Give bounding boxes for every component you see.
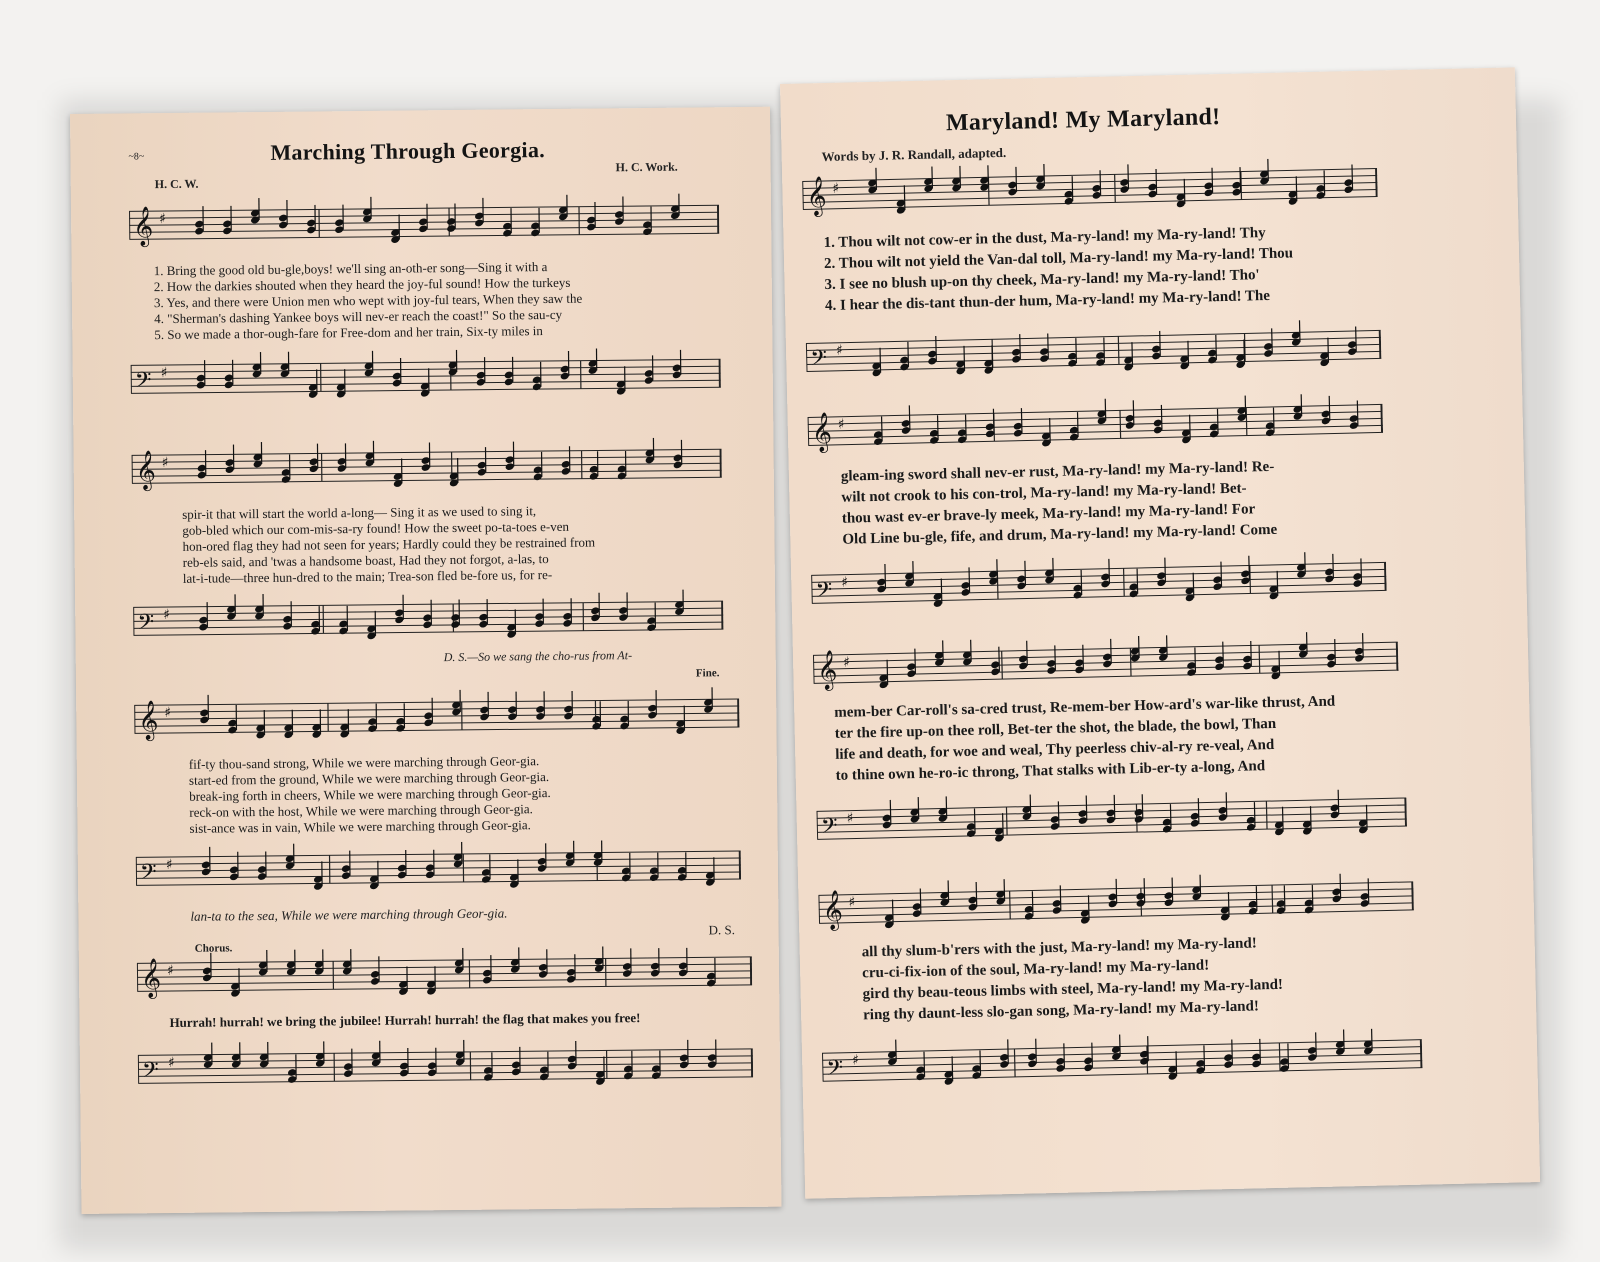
svg-text:♯: ♯	[164, 704, 172, 722]
music-staff-bass	[133, 589, 724, 651]
verse-line: ring thy daunt-less slo-gan song, Ma-ry-land! my Ma-ry-land!	[862, 998, 1260, 1024]
svg-text:♯: ♯	[159, 211, 166, 228]
chorus-label: Chorus.	[194, 942, 233, 955]
svg-text:♯: ♯	[160, 364, 168, 382]
chorus-text: Hurrah! hurrah! we bring the jubilee! Hurrah! hurrah! the flag that makes you free!	[169, 1010, 641, 1031]
svg-text:𝄢: 𝄢	[134, 368, 152, 399]
svg-text:𝄞: 𝄞	[806, 175, 828, 217]
verse-line: 1. Thou wilt not cow-er in the dust, Ma-ry-land! my Ma-ry-land! Thy	[823, 225, 1266, 252]
lyricist-credit: H. C. W.	[154, 176, 199, 192]
svg-text:♯: ♯	[841, 574, 849, 591]
words-credit: Words by J. R. Randall, adapted.	[821, 144, 1007, 165]
verse-block-3	[189, 753, 551, 837]
svg-text:𝄞: 𝄞	[822, 889, 844, 931]
composer-credit: H. C. Work.	[615, 159, 678, 175]
svg-text:♯: ♯	[842, 654, 851, 671]
svg-text:𝄞: 𝄞	[811, 411, 833, 453]
music-staff-bass	[138, 1037, 754, 1099]
verse-line: 4. I hear the dis-tant thun-der hum, Ma-ry-land! my Ma-ry-land! The	[824, 287, 1271, 315]
verse-line: life and death, for woe and weal, Thy peerless chiv-al-ry re-veal, And	[835, 736, 1275, 763]
left-page	[70, 107, 781, 1214]
svg-text:♯: ♯	[832, 180, 840, 197]
verse-block-1	[823, 222, 1294, 317]
verse-block-4	[861, 933, 1283, 1027]
svg-text:𝄢: 𝄢	[809, 346, 828, 377]
svg-text:𝄢: 𝄢	[820, 813, 838, 845]
music-staff-treble	[818, 870, 1414, 939]
music-staff-bass	[811, 550, 1387, 619]
verse-line: ter the fire up-on thee roll, Bet-ter the shot, the blade, the bowl, Than	[834, 715, 1277, 742]
verse-line: 3. Yes, and there were Union men who wept with joy-ful tears, When they saw the	[153, 290, 583, 311]
music-staff-treble	[802, 156, 1378, 225]
svg-text:𝄢: 𝄢	[826, 1055, 844, 1087]
song-title-georgia: Marching Through Georgia.	[270, 137, 546, 165]
svg-text:♯: ♯	[161, 454, 169, 472]
svg-text:𝄞: 𝄞	[816, 649, 838, 691]
verse-line: cru-ci-fix-ion of the soul, Ma-ry-land! my Ma-ry-land!	[862, 957, 1210, 982]
svg-text:𝄢: 𝄢	[137, 610, 155, 641]
verse-block-1	[154, 259, 583, 343]
verse-line: mem-ber Car-roll's sa-cred trust, Re-mem-ber How-ard's war-like thrust, And	[834, 693, 1336, 721]
verse-line: start-ed from the ground, While we were marching through Geor-gia.	[188, 769, 550, 788]
music-staff-treble	[813, 630, 1399, 699]
verse-line: reck-on with the host, While we were marching through Geor-gia.	[189, 801, 533, 820]
svg-text:𝄢: 𝄢	[815, 577, 833, 609]
verse-line: 4. "Sherman's dashing Yankee boys will nev-er reach the coast!" So the sau-cy	[154, 306, 563, 327]
music-staff-treble	[134, 687, 740, 749]
music-staff-treble	[137, 945, 753, 1007]
verse-line: gird thy beau-teous limbs with steel, Ma-ry-land! my Ma-ry-land!	[862, 976, 1284, 1003]
page-number: ~8~	[128, 151, 145, 163]
verse-line: 2. How the darkies shouted when they heard the joy-ful sound! How the turkeys	[153, 274, 571, 295]
svg-text:𝄞: 𝄞	[140, 958, 162, 999]
verse-line: 3. I see no blush up-on thy cheek, Ma-ry-land! my Ma-ry-land! Tho'	[824, 267, 1260, 294]
music-staff-bass	[822, 1028, 1423, 1098]
svg-text:𝄞: 𝄞	[138, 700, 159, 741]
music-staff-bass	[806, 318, 1382, 387]
verse-line: 2. Thou wilt not yield the Van-dal toll, Ma-ry-land! my Ma-ry-land! Thou	[823, 245, 1294, 273]
verse-line: hon-ored flag they had not seen for years; Hardly could they be restrained from	[182, 534, 596, 554]
music-staff-treble	[131, 437, 722, 499]
music-staff-treble	[807, 392, 1383, 461]
svg-text:♯: ♯	[848, 894, 856, 911]
verse-line: Old Line bu-gle, fife, and drum, Ma-ry-land! my Ma-ry-land! Come	[842, 521, 1278, 548]
svg-text:♯: ♯	[851, 1052, 860, 1069]
verse-line: 1. Bring the good old bu-gle,boys! we'll sing an-oth-er song—Sing it with a	[153, 259, 548, 279]
verse-block-2	[182, 503, 595, 587]
svg-text:𝄞: 𝄞	[135, 450, 157, 491]
svg-text:𝄢: 𝄢	[141, 1058, 159, 1089]
svg-text:𝄞: 𝄞	[132, 206, 154, 247]
music-staff-bass	[816, 786, 1407, 855]
svg-text:♯: ♯	[163, 606, 171, 624]
ds-note: D. S.—So we sang the cho-rus from At-	[443, 648, 633, 665]
right-page	[780, 67, 1540, 1198]
svg-text:♯: ♯	[837, 416, 845, 433]
music-staff-bass	[136, 839, 742, 901]
verse-line: sist-ance was in vain, While we were marching through Geor-gia.	[189, 817, 531, 836]
svg-text:𝄢: 𝄢	[139, 860, 157, 891]
verse-line: break-ing forth in cheers, While we were marching through Geor-gia.	[189, 785, 551, 804]
verse-line: lat-i-tude—three hun-dred to the main; Trea-son fled be-fore us, for re-	[182, 566, 553, 586]
verse-line: spir-it that will start the world a-long— Sing it as we used to sing it,	[182, 503, 537, 522]
svg-text:♯: ♯	[165, 856, 173, 874]
verse-line: all thy slum-b'rers with the just, Ma-ry-land! my Ma-ry-land!	[861, 935, 1257, 961]
verse-line: wilt not crook to his con-trol, Ma-ry-land! my Ma-ry-land! Bet-	[841, 480, 1247, 506]
verse-block-3	[834, 692, 1337, 787]
verse-line: thou wast ev-er brave-ly meek, Ma-ry-land! my Ma-ry-land! For	[841, 501, 1256, 527]
music-staff-treble	[129, 193, 720, 255]
svg-text:♯: ♯	[846, 810, 854, 827]
ds-mark: D. S.	[708, 922, 736, 938]
verse-line: 5. So we made a thor-ough-fare for Free-dom and her train, Six-ty miles in	[154, 323, 543, 343]
verse-line: reb-els said, and 'twas a handsome boast, Had they not forgot, a-las, to	[182, 551, 549, 570]
svg-text:♯: ♯	[167, 1054, 175, 1072]
verse-line: fif-ty thou-sand strong, While we were marching through Geor-gia.	[188, 753, 540, 772]
verse-line: gob-bled which our com-mis-sa-ry found! How the sweet po-ta-toes e-ven	[182, 518, 570, 538]
music-staff-bass	[131, 347, 722, 409]
fine-mark: Fine.	[695, 667, 720, 680]
verse-line: gleam-ing sword shall nev-er rust, Ma-ry-land! my Ma-ry-land! Re-	[840, 458, 1275, 485]
svg-text:♯: ♯	[166, 962, 174, 980]
svg-text:♯: ♯	[835, 342, 844, 359]
song-title-maryland: Maryland! My Maryland!	[945, 104, 1221, 137]
ds-line: lan-ta to the sea, While we were marching through Geor-gia.	[190, 905, 508, 924]
verse-line: to thine own he-ro-ic throng, That stalks with Lib-er-ty a-long, And	[835, 758, 1266, 784]
verse-block-2	[841, 457, 1278, 551]
